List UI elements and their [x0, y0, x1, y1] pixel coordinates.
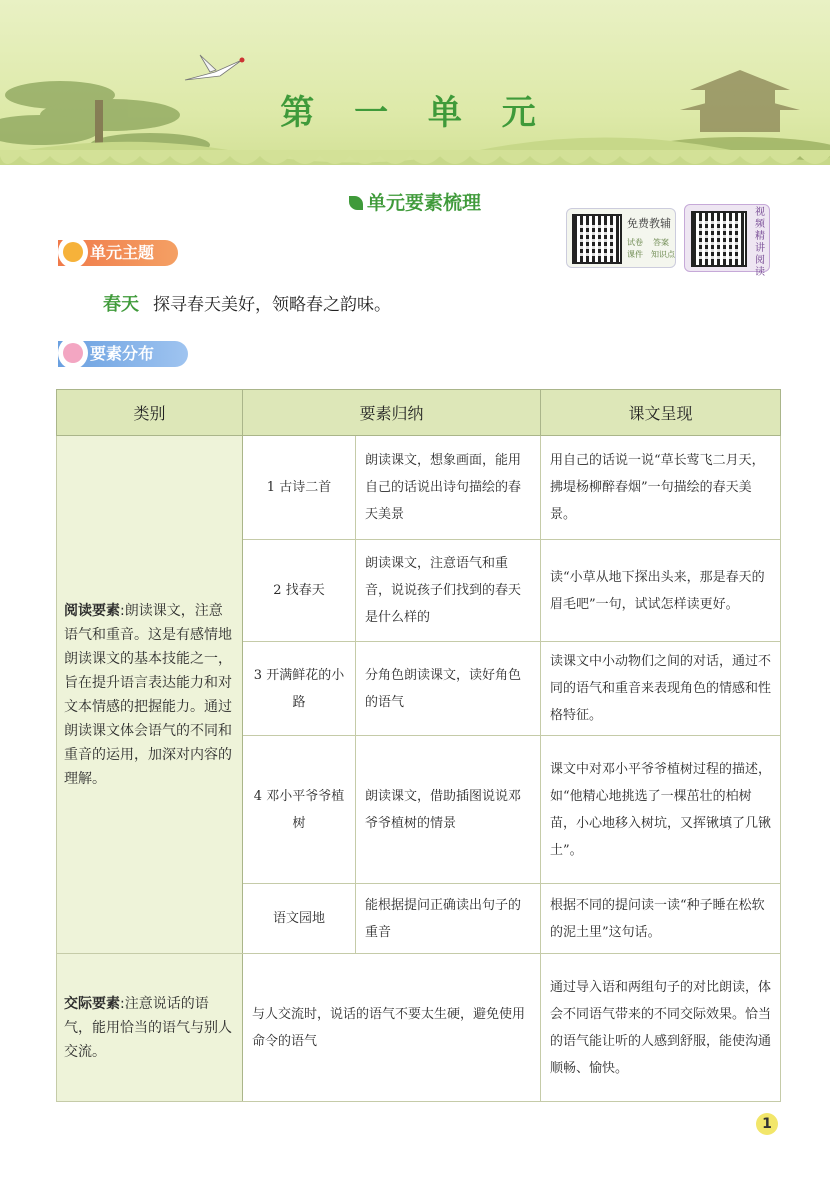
crane-icon [180, 50, 250, 90]
qr-code-icon [691, 211, 747, 267]
scallop-edge [0, 150, 830, 165]
qr-left-tag-2: 答案 [653, 238, 669, 247]
theme-tag [58, 240, 178, 266]
theme-tag-label: 单元主题 [90, 243, 155, 262]
theme-text: 探寻春天美好，领略春之韵味。 [153, 295, 391, 315]
lesson-cell: 2 找春天 [243, 540, 356, 642]
element-cell: 分角色朗读课文，读好角色的语气 [356, 642, 541, 736]
text-cell: 读“小草从地下探出头来，那是春天的眉毛吧”一句，试试怎样读更好。 [541, 540, 781, 642]
text-cell: 用自己的话说一说“草长莺飞二月天，拂堤杨柳醉春烟”一句描绘的春天美景。 [541, 436, 781, 540]
table-header-row [57, 390, 781, 436]
lesson-cell: 1 古诗二首 [243, 436, 356, 540]
qr-card-left [566, 208, 676, 268]
element-cell: 朗读课文，注意语气和重音，说说孩子们找到的春天是什么样的 [356, 540, 541, 642]
header-element: 要素归纳 [243, 390, 541, 436]
distribution-tag-label: 要素分布 [90, 344, 155, 363]
header-banner [0, 0, 830, 165]
lesson-cell: 4 邓小平爷爷植树 [243, 736, 356, 884]
unit-title: 第 一 单 元 [280, 93, 550, 133]
theme-keyword: 春天 [103, 294, 139, 315]
qr-left-tag-4: 知识点 [651, 250, 675, 259]
communication-element-cell: 与人交流时，说话的语气不要太生硬，避免使用命令的语气 [243, 954, 541, 1102]
qr-left-tag-1: 试卷 [627, 238, 643, 247]
qr-code-icon [572, 214, 622, 264]
qr-left-tag-3: 课件 [627, 250, 643, 259]
communication-desc: :注意说话的语气，能用恰当的语气与别人交流。 [64, 995, 232, 1060]
element-cell: 朗读课文，想象画面，能用自己的话说出诗句描绘的春天美景 [356, 436, 541, 540]
reading-label: 阅读要素 [64, 602, 120, 619]
communication-text-cell: 通过导入语和两组句子的对比朗读，体会不同语气带来的不同交际效果。恰当的语气能让听的人感到舒服，能使沟通顺畅、愉快。 [541, 954, 781, 1102]
text-cell: 读课文中小动物们之间的对话，通过不同的语气和重音来表现角色的情感和性格特征。 [541, 642, 781, 736]
lesson-cell: 3 开满鲜花的小路 [243, 642, 356, 736]
text-cell: 课文中对邓小平爷爷植树过程的描述，如“他精心地挑选了一棵茁壮的柏树苗，小心地移入树坑，又挥锹填了几锹土”。 [541, 736, 781, 884]
qr-card-right [684, 204, 770, 278]
communication-category [57, 954, 243, 1102]
table-row [57, 436, 781, 540]
element-cell: 能根据提问正确读出句子的重音 [356, 884, 541, 954]
section-title-text: 单元要素梳理 [366, 192, 481, 214]
piggy-icon [58, 337, 88, 369]
lesson-cell: 语文园地 [243, 884, 356, 954]
page-number: 1 [756, 1113, 778, 1135]
reading-category [57, 436, 243, 954]
element-cell: 朗读课文，借助插图说说邓爷爷植树的情景 [356, 736, 541, 884]
communication-label: 交际要素 [64, 995, 120, 1012]
table-row [57, 954, 781, 1102]
qr-left-title: 免费教辅 [627, 217, 671, 230]
elements-table [56, 389, 781, 1102]
text-cell: 根据不同的提问读一读“种子睡在松软的泥土里”这句话。 [541, 884, 781, 954]
header-category: 类别 [57, 390, 243, 436]
reading-desc: :朗读课文，注意语气和重音。这是有感情地朗读课文的基本技能之一，旨在提升语言表达能力和对文本情感的把握能力。通过朗读课文体会语气的不同和重音的运用，加深对内容的理解。 [64, 602, 232, 787]
qr-right-caption: 视频精讲阅读 [755, 207, 765, 278]
header-text: 课文呈现 [541, 390, 781, 436]
lightbulb-icon [58, 236, 88, 268]
distribution-tag [58, 341, 188, 367]
theme-line [103, 290, 391, 316]
leaf-icon [349, 196, 363, 210]
